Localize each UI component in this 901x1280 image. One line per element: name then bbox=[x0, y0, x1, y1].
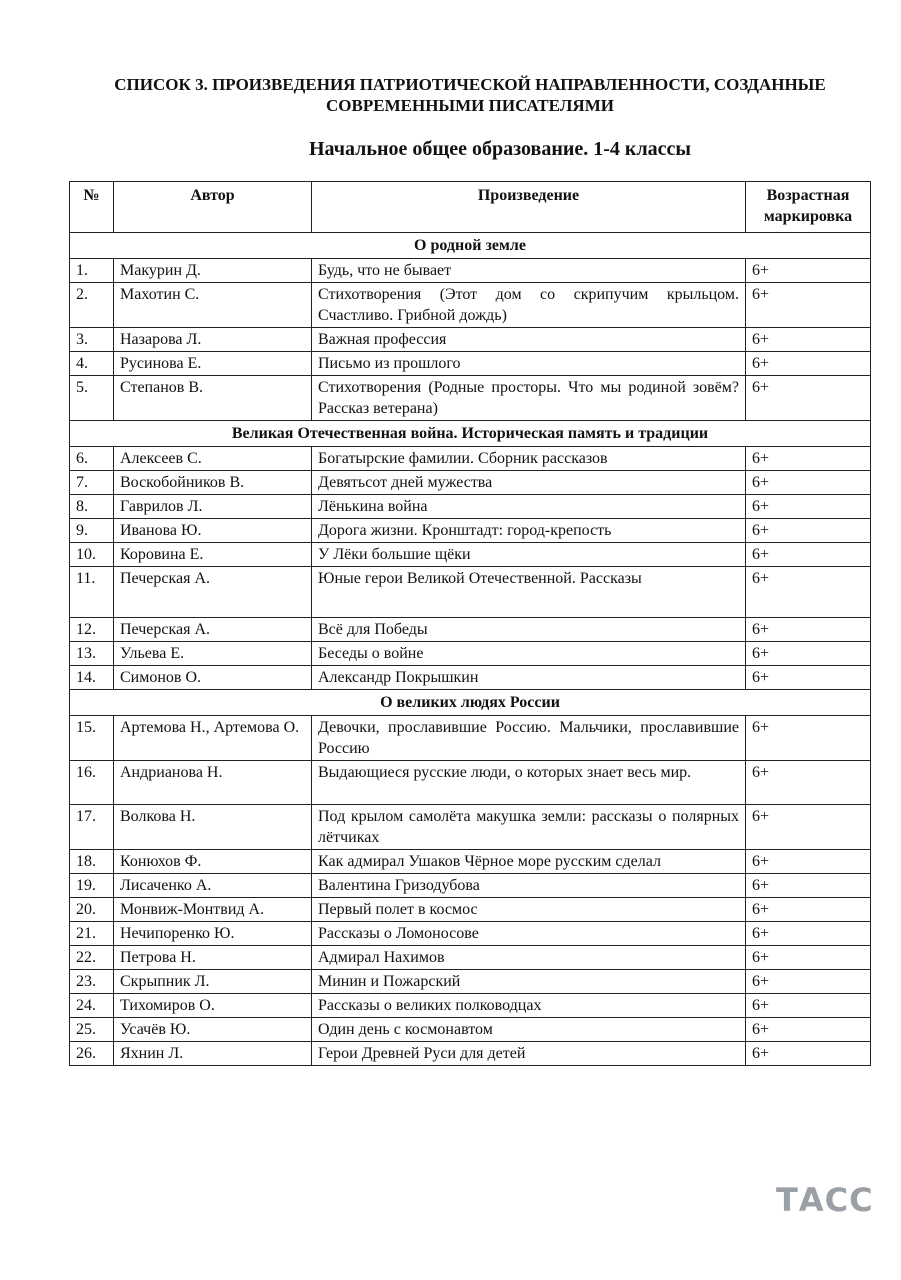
row-number: 10. bbox=[70, 543, 114, 567]
row-age-rating: 6+ bbox=[746, 970, 871, 994]
row-age-rating: 6+ bbox=[746, 447, 871, 471]
row-work: Под крылом самолёта макушка земли: рассказы о полярных лётчиках bbox=[312, 805, 746, 850]
row-author: Нечипоренко Ю. bbox=[114, 922, 312, 946]
row-number: 19. bbox=[70, 874, 114, 898]
row-age-rating: 6+ bbox=[746, 376, 871, 421]
table-row bbox=[70, 259, 871, 283]
row-author: Симонов О. bbox=[114, 666, 312, 690]
row-work: Выдающиеся русские люди, о которых знает весь мир. bbox=[312, 761, 746, 805]
row-work: У Лёки большие щёки bbox=[312, 543, 746, 567]
row-age-rating: 6+ bbox=[746, 352, 871, 376]
row-work: Всё для Победы bbox=[312, 618, 746, 642]
row-author: Артемова Н., Артемова О. bbox=[114, 716, 312, 761]
row-number: 18. bbox=[70, 850, 114, 874]
row-age-rating: 6+ bbox=[746, 259, 871, 283]
row-author: Печерская А. bbox=[114, 618, 312, 642]
row-age-rating: 6+ bbox=[746, 618, 871, 642]
row-age-rating: 6+ bbox=[746, 495, 871, 519]
row-work: Юные герои Великой Отечественной. Рассказы bbox=[312, 567, 746, 618]
row-number: 20. bbox=[70, 898, 114, 922]
row-age-rating: 6+ bbox=[746, 567, 871, 618]
table-body bbox=[70, 233, 871, 1066]
row-author: Петрова Н. bbox=[114, 946, 312, 970]
row-work: Беседы о войне bbox=[312, 642, 746, 666]
table-row bbox=[70, 642, 871, 666]
row-work: Адмирал Нахимов bbox=[312, 946, 746, 970]
row-number: 9. bbox=[70, 519, 114, 543]
row-age-rating: 6+ bbox=[746, 519, 871, 543]
row-number: 14. bbox=[70, 666, 114, 690]
row-author: Ульева Е. bbox=[114, 642, 312, 666]
row-author: Монвиж-Монтвид А. bbox=[114, 898, 312, 922]
section-title: О великих людях России bbox=[70, 690, 871, 716]
section-title: Великая Отечественная война. Историческая память и традиции bbox=[70, 421, 871, 447]
row-age-rating: 6+ bbox=[746, 805, 871, 850]
row-work: Как адмирал Ушаков Чёрное море русским сделал bbox=[312, 850, 746, 874]
row-work: Лёнькина война bbox=[312, 495, 746, 519]
row-age-rating: 6+ bbox=[746, 471, 871, 495]
row-number: 4. bbox=[70, 352, 114, 376]
document-subtitle: Начальное общее образование. 1-4 классы bbox=[308, 138, 692, 160]
row-number: 3. bbox=[70, 328, 114, 352]
row-work: Будь, что не бывает bbox=[312, 259, 746, 283]
table-row bbox=[70, 1042, 871, 1066]
table-row bbox=[70, 874, 871, 898]
row-number: 16. bbox=[70, 761, 114, 805]
row-age-rating: 6+ bbox=[746, 283, 871, 328]
row-author: Коровина Е. bbox=[114, 543, 312, 567]
section-title: О родной земле bbox=[70, 233, 871, 259]
row-age-rating: 6+ bbox=[746, 874, 871, 898]
row-number: 8. bbox=[70, 495, 114, 519]
table-row bbox=[70, 946, 871, 970]
table-row bbox=[70, 519, 871, 543]
table-row bbox=[70, 898, 871, 922]
books-table bbox=[69, 181, 871, 1066]
row-author: Махотин С. bbox=[114, 283, 312, 328]
row-author: Воскобойников В. bbox=[114, 471, 312, 495]
table-row bbox=[70, 922, 871, 946]
row-author: Яхнин Л. bbox=[114, 1042, 312, 1066]
row-number: 24. bbox=[70, 994, 114, 1018]
header-age: Возрастная маркировка bbox=[746, 182, 871, 233]
row-age-rating: 6+ bbox=[746, 994, 871, 1018]
row-age-rating: 6+ bbox=[746, 716, 871, 761]
header-author: Автор bbox=[114, 182, 312, 233]
table-row bbox=[70, 761, 871, 805]
row-author: Русинова Е. bbox=[114, 352, 312, 376]
row-author: Конюхов Ф. bbox=[114, 850, 312, 874]
document-title: СПИСОК 3. ПРОИЗВЕДЕНИЯ ПАТРИОТИЧЕСКОЙ НАПРАВЛЕННОСТИ, СОЗДАННЫЕ СОВРЕМЕННЫМИ ПИСАТЕЛЯМИ bbox=[114, 75, 826, 115]
row-number: 2. bbox=[70, 283, 114, 328]
row-number: 7. bbox=[70, 471, 114, 495]
table-row bbox=[70, 376, 871, 421]
row-number: 26. bbox=[70, 1042, 114, 1066]
table-row bbox=[70, 567, 871, 618]
row-number: 12. bbox=[70, 618, 114, 642]
table-row bbox=[70, 495, 871, 519]
row-work: Важная профессия bbox=[312, 328, 746, 352]
row-work: Рассказы о Ломоносове bbox=[312, 922, 746, 946]
tass-logo-text: ТАСС bbox=[776, 1181, 874, 1219]
row-work: Девятьсот дней мужества bbox=[312, 471, 746, 495]
table-row bbox=[70, 543, 871, 567]
row-author: Усачёв Ю. bbox=[114, 1018, 312, 1042]
row-age-rating: 6+ bbox=[746, 946, 871, 970]
row-author: Лисаченко А. bbox=[114, 874, 312, 898]
row-work: Минин и Пожарский bbox=[312, 970, 746, 994]
row-author: Назарова Л. bbox=[114, 328, 312, 352]
row-author: Алексеев С. bbox=[114, 447, 312, 471]
row-age-rating: 6+ bbox=[746, 850, 871, 874]
row-age-rating: 6+ bbox=[746, 761, 871, 805]
row-author: Макурин Д. bbox=[114, 259, 312, 283]
row-work: Письмо из прошлого bbox=[312, 352, 746, 376]
row-age-rating: 6+ bbox=[746, 543, 871, 567]
table-row bbox=[70, 970, 871, 994]
row-age-rating: 6+ bbox=[746, 1042, 871, 1066]
row-work: Первый полет в космос bbox=[312, 898, 746, 922]
section-row bbox=[70, 421, 871, 447]
row-number: 11. bbox=[70, 567, 114, 618]
row-work: Стихотворения (Этот дом со скрипучим крыльцом. Счастливо. Грибной дождь) bbox=[312, 283, 746, 328]
section-row bbox=[70, 690, 871, 716]
row-number: 21. bbox=[70, 922, 114, 946]
row-age-rating: 6+ bbox=[746, 642, 871, 666]
row-author: Скрыпник Л. bbox=[114, 970, 312, 994]
header-num: № bbox=[70, 182, 114, 233]
table-row bbox=[70, 994, 871, 1018]
row-age-rating: 6+ bbox=[746, 328, 871, 352]
row-number: 6. bbox=[70, 447, 114, 471]
row-number: 17. bbox=[70, 805, 114, 850]
row-age-rating: 6+ bbox=[746, 898, 871, 922]
row-work: Богатырские фамилии. Сборник рассказов bbox=[312, 447, 746, 471]
row-age-rating: 6+ bbox=[746, 922, 871, 946]
row-work: Александр Покрышкин bbox=[312, 666, 746, 690]
row-work: Рассказы о великих полководцах bbox=[312, 994, 746, 1018]
table-row bbox=[70, 716, 871, 761]
row-author: Волкова Н. bbox=[114, 805, 312, 850]
row-author: Иванова Ю. bbox=[114, 519, 312, 543]
row-age-rating: 6+ bbox=[746, 1018, 871, 1042]
row-author: Гаврилов Л. bbox=[114, 495, 312, 519]
row-number: 22. bbox=[70, 946, 114, 970]
row-number: 1. bbox=[70, 259, 114, 283]
row-author: Степанов В. bbox=[114, 376, 312, 421]
row-author: Печерская А. bbox=[114, 567, 312, 618]
row-age-rating: 6+ bbox=[746, 666, 871, 690]
row-author: Тихомиров О. bbox=[114, 994, 312, 1018]
table-row bbox=[70, 471, 871, 495]
table-header-row bbox=[70, 182, 871, 233]
row-number: 23. bbox=[70, 970, 114, 994]
row-work: Один день с космонавтом bbox=[312, 1018, 746, 1042]
table-row bbox=[70, 666, 871, 690]
row-work: Дорога жизни. Кронштадт: город-крепость bbox=[312, 519, 746, 543]
tass-logo bbox=[776, 1183, 876, 1217]
row-number: 25. bbox=[70, 1018, 114, 1042]
row-work: Герои Древней Руси для детей bbox=[312, 1042, 746, 1066]
row-number: 13. bbox=[70, 642, 114, 666]
row-number: 15. bbox=[70, 716, 114, 761]
header-work: Произведение bbox=[312, 182, 746, 233]
table-row bbox=[70, 618, 871, 642]
row-work: Валентина Гризодубова bbox=[312, 874, 746, 898]
row-work: Девочки, прославившие Россию. Мальчики, прославившие Россию bbox=[312, 716, 746, 761]
row-work: Стихотворения (Родные просторы. Что мы родиной зовём? Рассказ ветерана) bbox=[312, 376, 746, 421]
table-row bbox=[70, 805, 871, 850]
table-row bbox=[70, 328, 871, 352]
table-row bbox=[70, 850, 871, 874]
row-number: 5. bbox=[70, 376, 114, 421]
row-author: Андрианова Н. bbox=[114, 761, 312, 805]
table-row bbox=[70, 447, 871, 471]
table-row bbox=[70, 1018, 871, 1042]
table-row bbox=[70, 352, 871, 376]
table-row bbox=[70, 283, 871, 328]
section-row bbox=[70, 233, 871, 259]
